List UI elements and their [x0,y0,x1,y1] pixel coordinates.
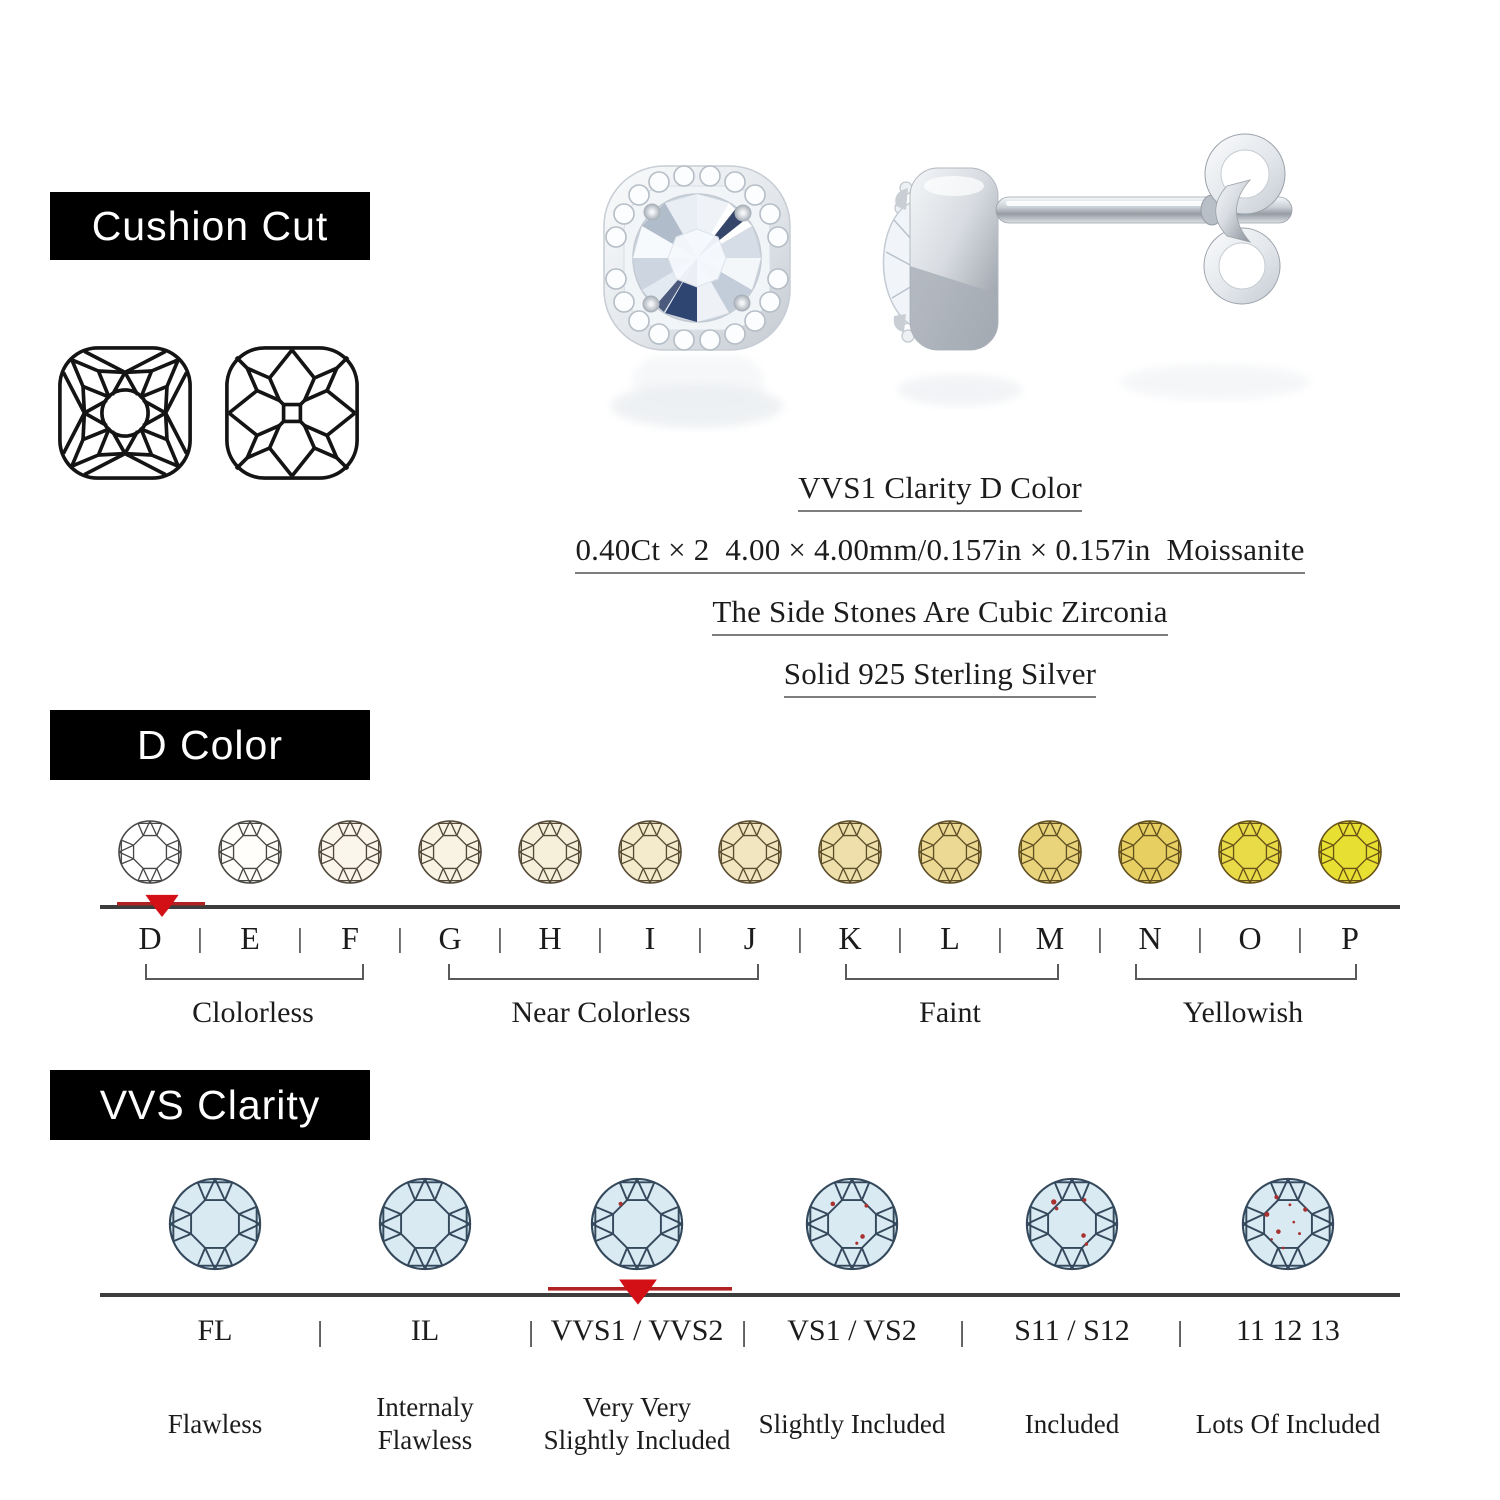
clarity-grade-VVS: VVS1 / VVS2 [550,1314,724,1347]
color-section-title: D Color [137,721,283,768]
color-grade-L: L [940,920,960,956]
color-grade-J: J [743,920,757,956]
color-group-near-colorless: Near Colorless [511,996,691,1029]
cut-title-banner [50,192,370,260]
color-selected-marker red-gem-pointer-icon [105,890,220,924]
color-group-faint: Faint [919,996,981,1029]
clarity-desc-lots-included: Lots Of Included [1195,1408,1381,1439]
scale-separator: | [197,923,203,953]
product-specs [460,470,1420,718]
clarity-gem-FL [167,1176,263,1272]
spec-line-carat-size: 0.40Ct × 2 4.00 × 4.00mm/0.157in × 0.157in Moissanite [460,532,1420,568]
clarity-desc-slightly-included: Slightly Included [758,1408,946,1439]
clarity-desc-flawless: Flawless [167,1408,263,1439]
scale-separator: | [497,923,503,953]
earring-front-view [604,166,790,350]
clarity-selected-marker red-gem-pointer-icon [540,1276,740,1312]
clarity-desc-vvs: Very Very Slightly Included [543,1392,731,1455]
clarity-gem-SI [1024,1176,1120,1272]
scale-separator: | [797,923,803,953]
clarity-section-title: VVS Clarity [99,1081,321,1128]
color-gem-J [717,819,783,885]
color-gem-O [1217,819,1283,885]
color-group-yellowish: Yellowish [1182,996,1304,1029]
spec-line-clarity-color: VVS1 Clarity D Color [460,470,1420,506]
bracket-colorless [145,964,364,980]
photo-reflections [611,356,1310,428]
cushion-pavilion-diagram-icon [222,342,362,484]
scale-separator: | [959,1316,965,1348]
clarity-gem-I [1240,1176,1336,1272]
clarity-section-banner [50,1070,370,1140]
clarity-grade-IL: IL [410,1314,440,1347]
scale-separator: | [897,923,903,953]
clarity-gem-VVS [589,1176,685,1272]
color-gem-D [117,819,183,885]
bracket-yellowish [1135,964,1357,980]
clarity-grade-FL: FL [197,1314,233,1347]
color-gem-F [317,819,383,885]
color-grade-E: E [240,920,260,956]
cushion-crown-diagram-icon [55,342,195,484]
cut-title: Cushion Cut [91,202,329,249]
scale-separator: | [1197,923,1203,953]
clarity-grade-I: 11 12 13 [1236,1314,1340,1347]
color-section-banner [50,710,370,780]
color-gem-G [417,819,483,885]
color-gem-N [1117,819,1183,885]
scale-separator: | [1177,1316,1183,1348]
clarity-grade-VS: VS1 / VS2 [787,1314,917,1347]
scale-separator: | [741,1316,747,1348]
color-grade-M: M [1035,920,1065,956]
product-photo [560,90,1340,470]
color-gem-I [617,819,683,885]
color-group-colorless: Clolorless [192,996,314,1029]
color-scale-line [100,905,1400,909]
color-grade-N: N [1138,920,1162,956]
scale-separator: | [297,923,303,953]
color-gem-E [217,819,283,885]
color-gem-K [817,819,883,885]
color-gem-H [517,819,583,885]
color-grade-O: O [1238,920,1262,956]
clarity-desc-included: Included [1024,1408,1120,1439]
color-gem-P [1317,819,1383,885]
earring-side-view [883,134,1292,350]
clarity-desc-internally-flawless: Internaly Flawless [376,1392,474,1455]
color-gem-L [917,819,983,885]
color-grade-P: P [1341,920,1359,956]
scale-separator: | [528,1316,534,1348]
color-grade-H: H [538,920,562,956]
color-gem-M [1017,819,1083,885]
spec-line-side-stones: The Side Stones Are Cubic Zirconia [460,594,1420,630]
clarity-scale-line [100,1293,1400,1297]
bracket-faint [845,964,1059,980]
bracket-near-colorless [448,964,759,980]
scale-separator: | [997,923,1003,953]
scale-separator: | [397,923,403,953]
color-grade-F: F [341,920,359,956]
color-grade-G: G [438,920,462,956]
clarity-grade-SI: S11 / S12 [1014,1314,1130,1347]
scale-separator: | [697,923,703,953]
color-grade-K: K [838,920,862,956]
color-grade-I: I [644,920,656,956]
clarity-gem-IL [377,1176,473,1272]
spec-line-metal: Solid 925 Sterling Silver [460,656,1420,692]
scale-separator: | [1097,923,1103,953]
scale-separator: | [597,923,603,953]
inclusion-dots [619,1202,623,1206]
scale-separator: | [1297,923,1303,953]
clarity-gem-VS [804,1176,900,1272]
color-grade-D: D [138,920,162,956]
scale-separator: | [317,1316,323,1348]
